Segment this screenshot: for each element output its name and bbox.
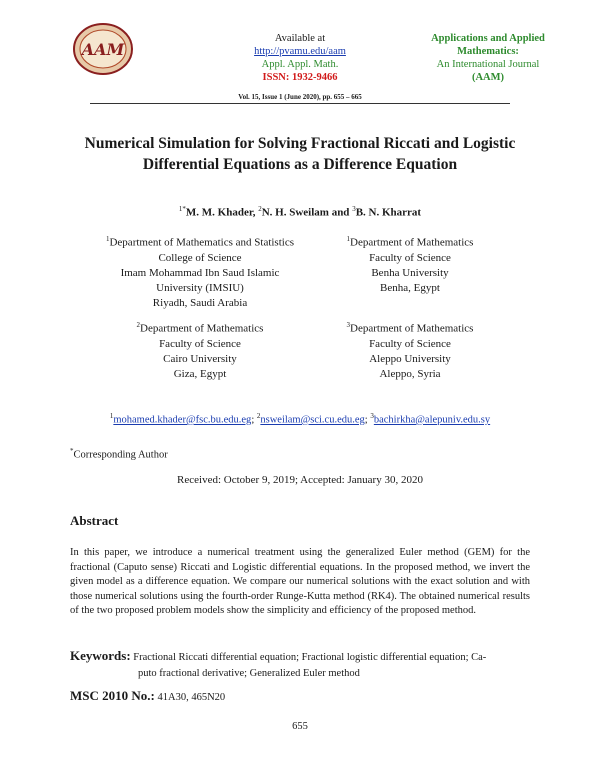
keywords — [70, 648, 532, 682]
aff-line: Faculty of Science — [369, 251, 451, 264]
author-2: N. H. Sweilam and — [261, 206, 353, 219]
corr-sup: * — [70, 447, 74, 455]
journal-name-line1: Applications and Applied — [431, 33, 545, 44]
aff-line: Faculty of Science — [159, 337, 241, 350]
aff-sup: 1 — [105, 235, 110, 243]
msc-classification — [70, 688, 225, 704]
aff-sup: 2 — [136, 321, 141, 329]
author-1-sup: 1* — [178, 205, 186, 213]
msc-label: MSC 2010 No.: — [70, 688, 155, 703]
aff-line: Department of Mathematics and Statistics — [109, 236, 294, 249]
aff-line: Cairo University — [163, 352, 237, 365]
author-emails — [40, 412, 560, 426]
email-sep: ; — [251, 414, 257, 426]
aff-sup: 1 — [346, 235, 351, 243]
paper-title — [40, 133, 560, 175]
journal-abbrev: Appl. Appl. Math. — [261, 59, 339, 70]
journal-subtitle: An International Journal — [436, 59, 540, 70]
title-line-1: Numerical Simulation for Solving Fractional Riccati and Logistic — [84, 135, 516, 152]
logo-text: AAM — [81, 40, 125, 59]
author-3-sup: 3 — [352, 205, 356, 213]
journal-short: (AAM) — [471, 72, 505, 83]
aff-line: Department of Mathematics — [350, 322, 474, 335]
aff-line: Aleppo, Syria — [379, 367, 441, 380]
page-number: 655 — [292, 721, 308, 732]
author-list — [40, 205, 560, 219]
received-accepted-dates: Received: October 9, 2019; Accepted: January 30, 2020 — [177, 474, 423, 486]
header-divider — [90, 103, 510, 104]
journal-info-center — [200, 32, 400, 84]
keywords-label: Keywords: — [70, 648, 131, 663]
aff-line: Imam Mohammad Ibn Saud Islamic — [120, 266, 280, 279]
aff-line: Riyadh, Saudi Arabia — [152, 296, 248, 309]
journal-info-right — [398, 32, 578, 84]
issn: ISSN: 1932-9466 — [262, 72, 338, 83]
email-link-3[interactable]: bachirkha@alepuniv.edu.sy — [373, 414, 491, 426]
volume-info: Vol. 15, Issue 1 (June 2020), pp. 655 – 665 — [238, 93, 362, 101]
aff-line: Benha, Egypt — [380, 281, 440, 294]
journal-name-line2: Mathematics: — [457, 46, 519, 57]
keywords-line-2: puto fractional derivative; Generalized Euler method — [138, 668, 360, 679]
email-link-2[interactable]: nsweilam@sci.cu.edu.eg — [260, 414, 365, 426]
affiliation-3 — [320, 318, 500, 382]
aff-line: Faculty of Science — [369, 337, 451, 350]
corresponding-author-note — [70, 447, 168, 461]
title-line-2: Differential Equations as a Difference Equation — [142, 156, 458, 173]
keywords-line-1: Fractional Riccati differential equation; Fractional logistic differential equation; Ca- — [130, 652, 487, 663]
affiliation-2 — [100, 318, 300, 382]
corr-text: Corresponding Author — [73, 449, 168, 461]
email-sup: 1 — [109, 412, 114, 420]
aff-line: University (IMSIU) — [156, 281, 244, 294]
journal-url-link[interactable]: http://pvamu.edu/aam — [254, 46, 346, 57]
aff-line: Giza, Egypt — [173, 367, 227, 380]
aff-line: Aleppo University — [369, 352, 451, 365]
msc-value: 41A30, 465N20 — [154, 692, 226, 703]
author-1: M. M. Khader, — [185, 206, 259, 219]
aff-line: Department of Mathematics — [350, 236, 474, 249]
journal-logo — [72, 22, 134, 76]
abstract-heading: Abstract — [70, 513, 119, 528]
email-sup: 3 — [370, 412, 374, 420]
abstract-body: In this paper, we introduce a numerical treatment using the generalized Euler method (GEM) for the fractional (Caputo sense) Riccati and Logistic differential equations. In the proposed method, we invert the given model as a difference equation. We compare our numerical solutions with the exact solution and with those numerical solutions using the fourth-order Runge-Kutta method (RK4). The obtained numerical results of the two proposed problem models show the simplicity and efficiency of the proposed method. — [70, 547, 530, 616]
aff-line: Department of Mathematics — [140, 322, 264, 335]
author-2-sup: 2 — [258, 205, 262, 213]
email-sep: ; — [364, 414, 371, 426]
aff-line: Benha University — [371, 266, 449, 279]
affiliation-1 — [70, 232, 330, 311]
aff-line: College of Science — [158, 251, 242, 264]
aff-sup: 3 — [346, 321, 351, 329]
author-3: B. N. Kharrat — [355, 206, 422, 219]
email-sup: 2 — [256, 412, 261, 420]
available-at: Available at — [274, 33, 326, 44]
affiliation-1b — [320, 232, 500, 296]
email-link-1[interactable]: mohamed.khader@fsc.bu.edu.eg — [113, 414, 252, 426]
